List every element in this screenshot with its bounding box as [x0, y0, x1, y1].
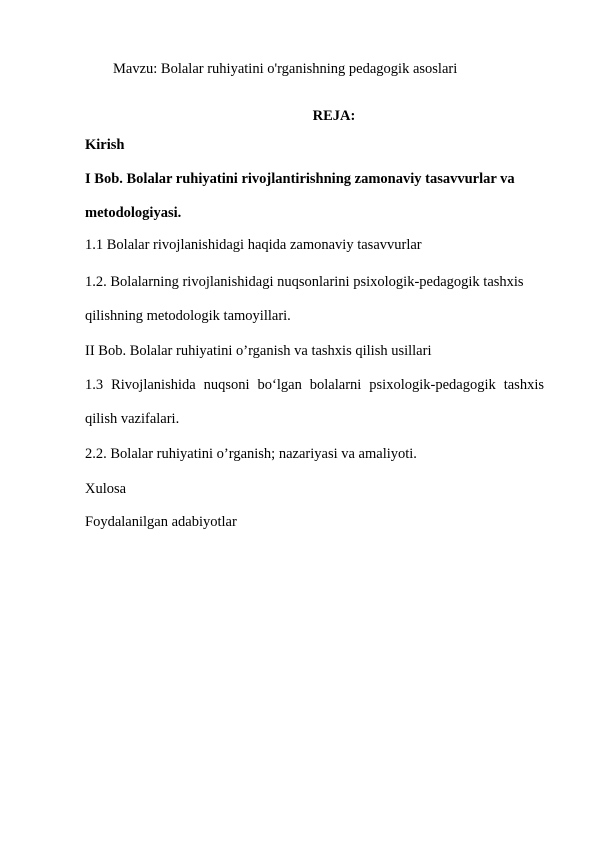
plan-heading: REJA:	[312, 108, 356, 124]
toc-section-1-3: 1.3 Rivojlanishida nuqsoni bo‘lgan bolalarni psixologik-pedagogik tashxis	[85, 377, 544, 393]
document-topic: Mavzu: Bolalar ruhiyatini o'rganishning pedagogik asoslari	[113, 61, 458, 77]
toc-chapter-1-title: I Bob. Bolalar ruhiyatini rivojlantirishning zamonaviy tasavvurlar va	[85, 171, 515, 187]
toc-item-references: Foydalanilgan adabiyotlar	[85, 514, 237, 530]
toc-section-1-3-cont: qilish vazifalari.	[85, 411, 180, 427]
toc-section-1-2: 1.2. Bolalarning rivojlanishidagi nuqsonlarini psixologik-pedagogik tashxis	[85, 274, 524, 290]
toc-section-1-1: 1.1 Bolalar rivojlanishidagi haqida zamonaviy tasavvurlar	[85, 237, 422, 253]
toc-item-conclusion: Xulosa	[85, 481, 127, 497]
toc-section-1-2-cont: qilishning metodologik tamoyillari.	[85, 308, 291, 324]
toc-chapter-2-title: II Bob. Bolalar ruhiyatini o’rganish va tashxis qilish usillari	[85, 343, 432, 359]
toc-chapter-1-title-cont: metodologiyasi.	[85, 205, 182, 221]
toc-item-introduction: Kirish	[85, 137, 125, 153]
toc-section-2-2: 2.2. Bolalar ruhiyatini o’rganish; nazariyasi va amaliyoti.	[85, 446, 417, 462]
